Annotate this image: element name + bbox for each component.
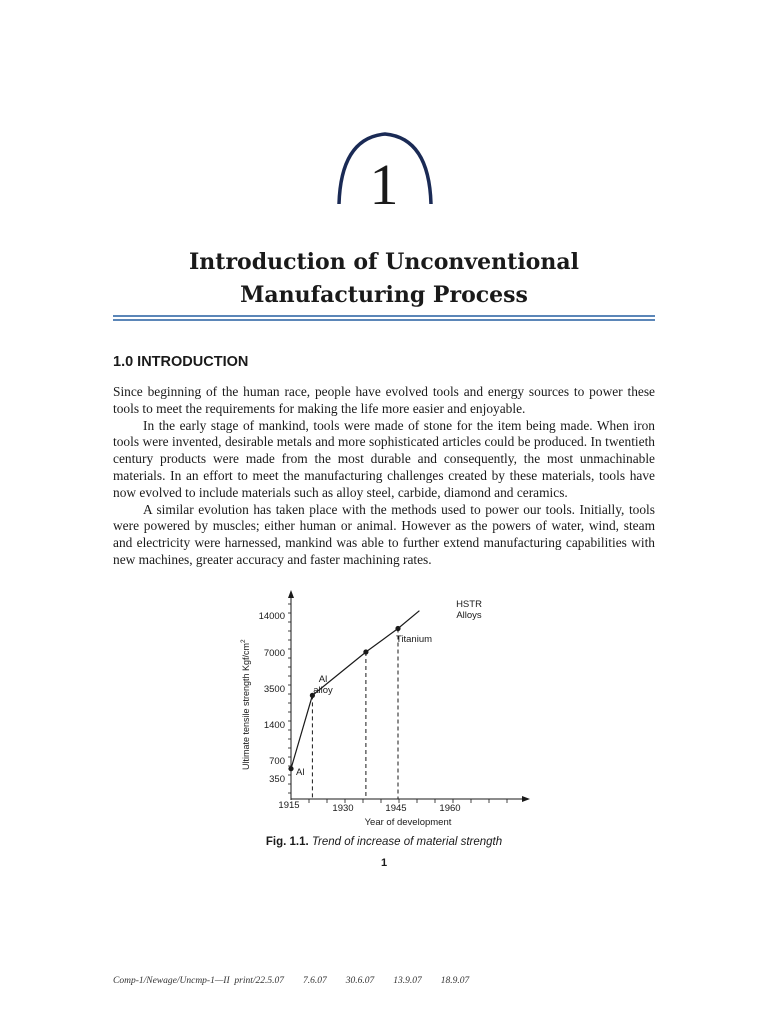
figure-caption-text: Trend of increase of material strength [311,836,503,848]
x-tick-label: 1930 [332,803,354,814]
strength-trend-chart [230,590,550,830]
x-tick-label: 1915 [278,800,300,811]
figure-label: Fig. 1.1. [265,836,309,848]
point-label-hstr-alloys: HSTR [456,599,482,610]
y-axis-title-superscript: 2 [240,639,247,643]
data-point [395,626,400,631]
y-axis-arrow [288,590,294,598]
title-rule-bottom [113,319,655,321]
point-label-al-alloy: alloy [313,685,333,696]
x-axis-title: Year of development [364,817,452,828]
paragraph: A similar evolution has taken place with the methods used to power our tools. Initially, tools were powered by muscles; either human or animal. However as the powers of water, wind, steam and electricity were harnessed, mankind was able to further extend manufacturing capabilities with new machines, greater accuracy and faster machining rates. [113,501,655,567]
y-tick-label: 1400 [263,720,285,731]
chapter-title-line-2: Manufacturing Process [240,282,528,308]
point-label-al: Al [296,767,305,778]
paragraph: Since beginning of the human race, people have evolved tools and energy sources to power these tools to meet the requirements for making the life more easier and enjoyable. [113,384,655,416]
x-axis-arrow [522,796,530,802]
x-tick-label: 1960 [439,803,461,814]
y-tick-label: 14000 [258,611,285,622]
page-number: 1 [380,857,388,869]
y-tick-label: 7000 [263,648,285,659]
point-label-hstr-alloys: Alloys [456,610,482,621]
y-axis-title [240,639,251,770]
chapter-title-line-1: Introduction of Unconventional [189,249,579,275]
section-heading: 1.0 INTRODUCTION [113,354,249,370]
data-point [288,766,293,771]
y-tick-label: 350 [269,774,285,785]
y-tick-label: 700 [269,756,285,767]
body-text [113,384,655,569]
y-axis-title-main: Ultimate tensile strength Kgf/cm [241,642,251,770]
print-footer: Comp-1/Newage/Uncmp-1—II print/22.5.07 7.6.07 30.6.07 13.9.07 18.9.07 [113,976,470,986]
x-tick-label: 1945 [385,803,407,814]
point-label-titanium: Titanium [395,634,433,645]
point-label-al-alloy: Al [318,674,328,685]
figure-caption [113,834,655,850]
data-point [363,649,368,654]
y-tick-label: 3500 [263,684,285,695]
chapter-title [110,246,658,312]
chapter-number: 1 [369,152,399,217]
paragraph: In the early stage of mankind, tools were made of stone for the item being made. When iron tools were invented, desirable metals and more sophisticated articles could be produced. In twentieth century products were made from the most durable and consequently, the most unmachinable materials. In an effort to meet the manufacturing challenges created by these materials, tools have now evolved to include materials such as alloy steel, carbide, diamond and ceramics. [113,417,655,500]
title-rule-top [113,315,655,317]
